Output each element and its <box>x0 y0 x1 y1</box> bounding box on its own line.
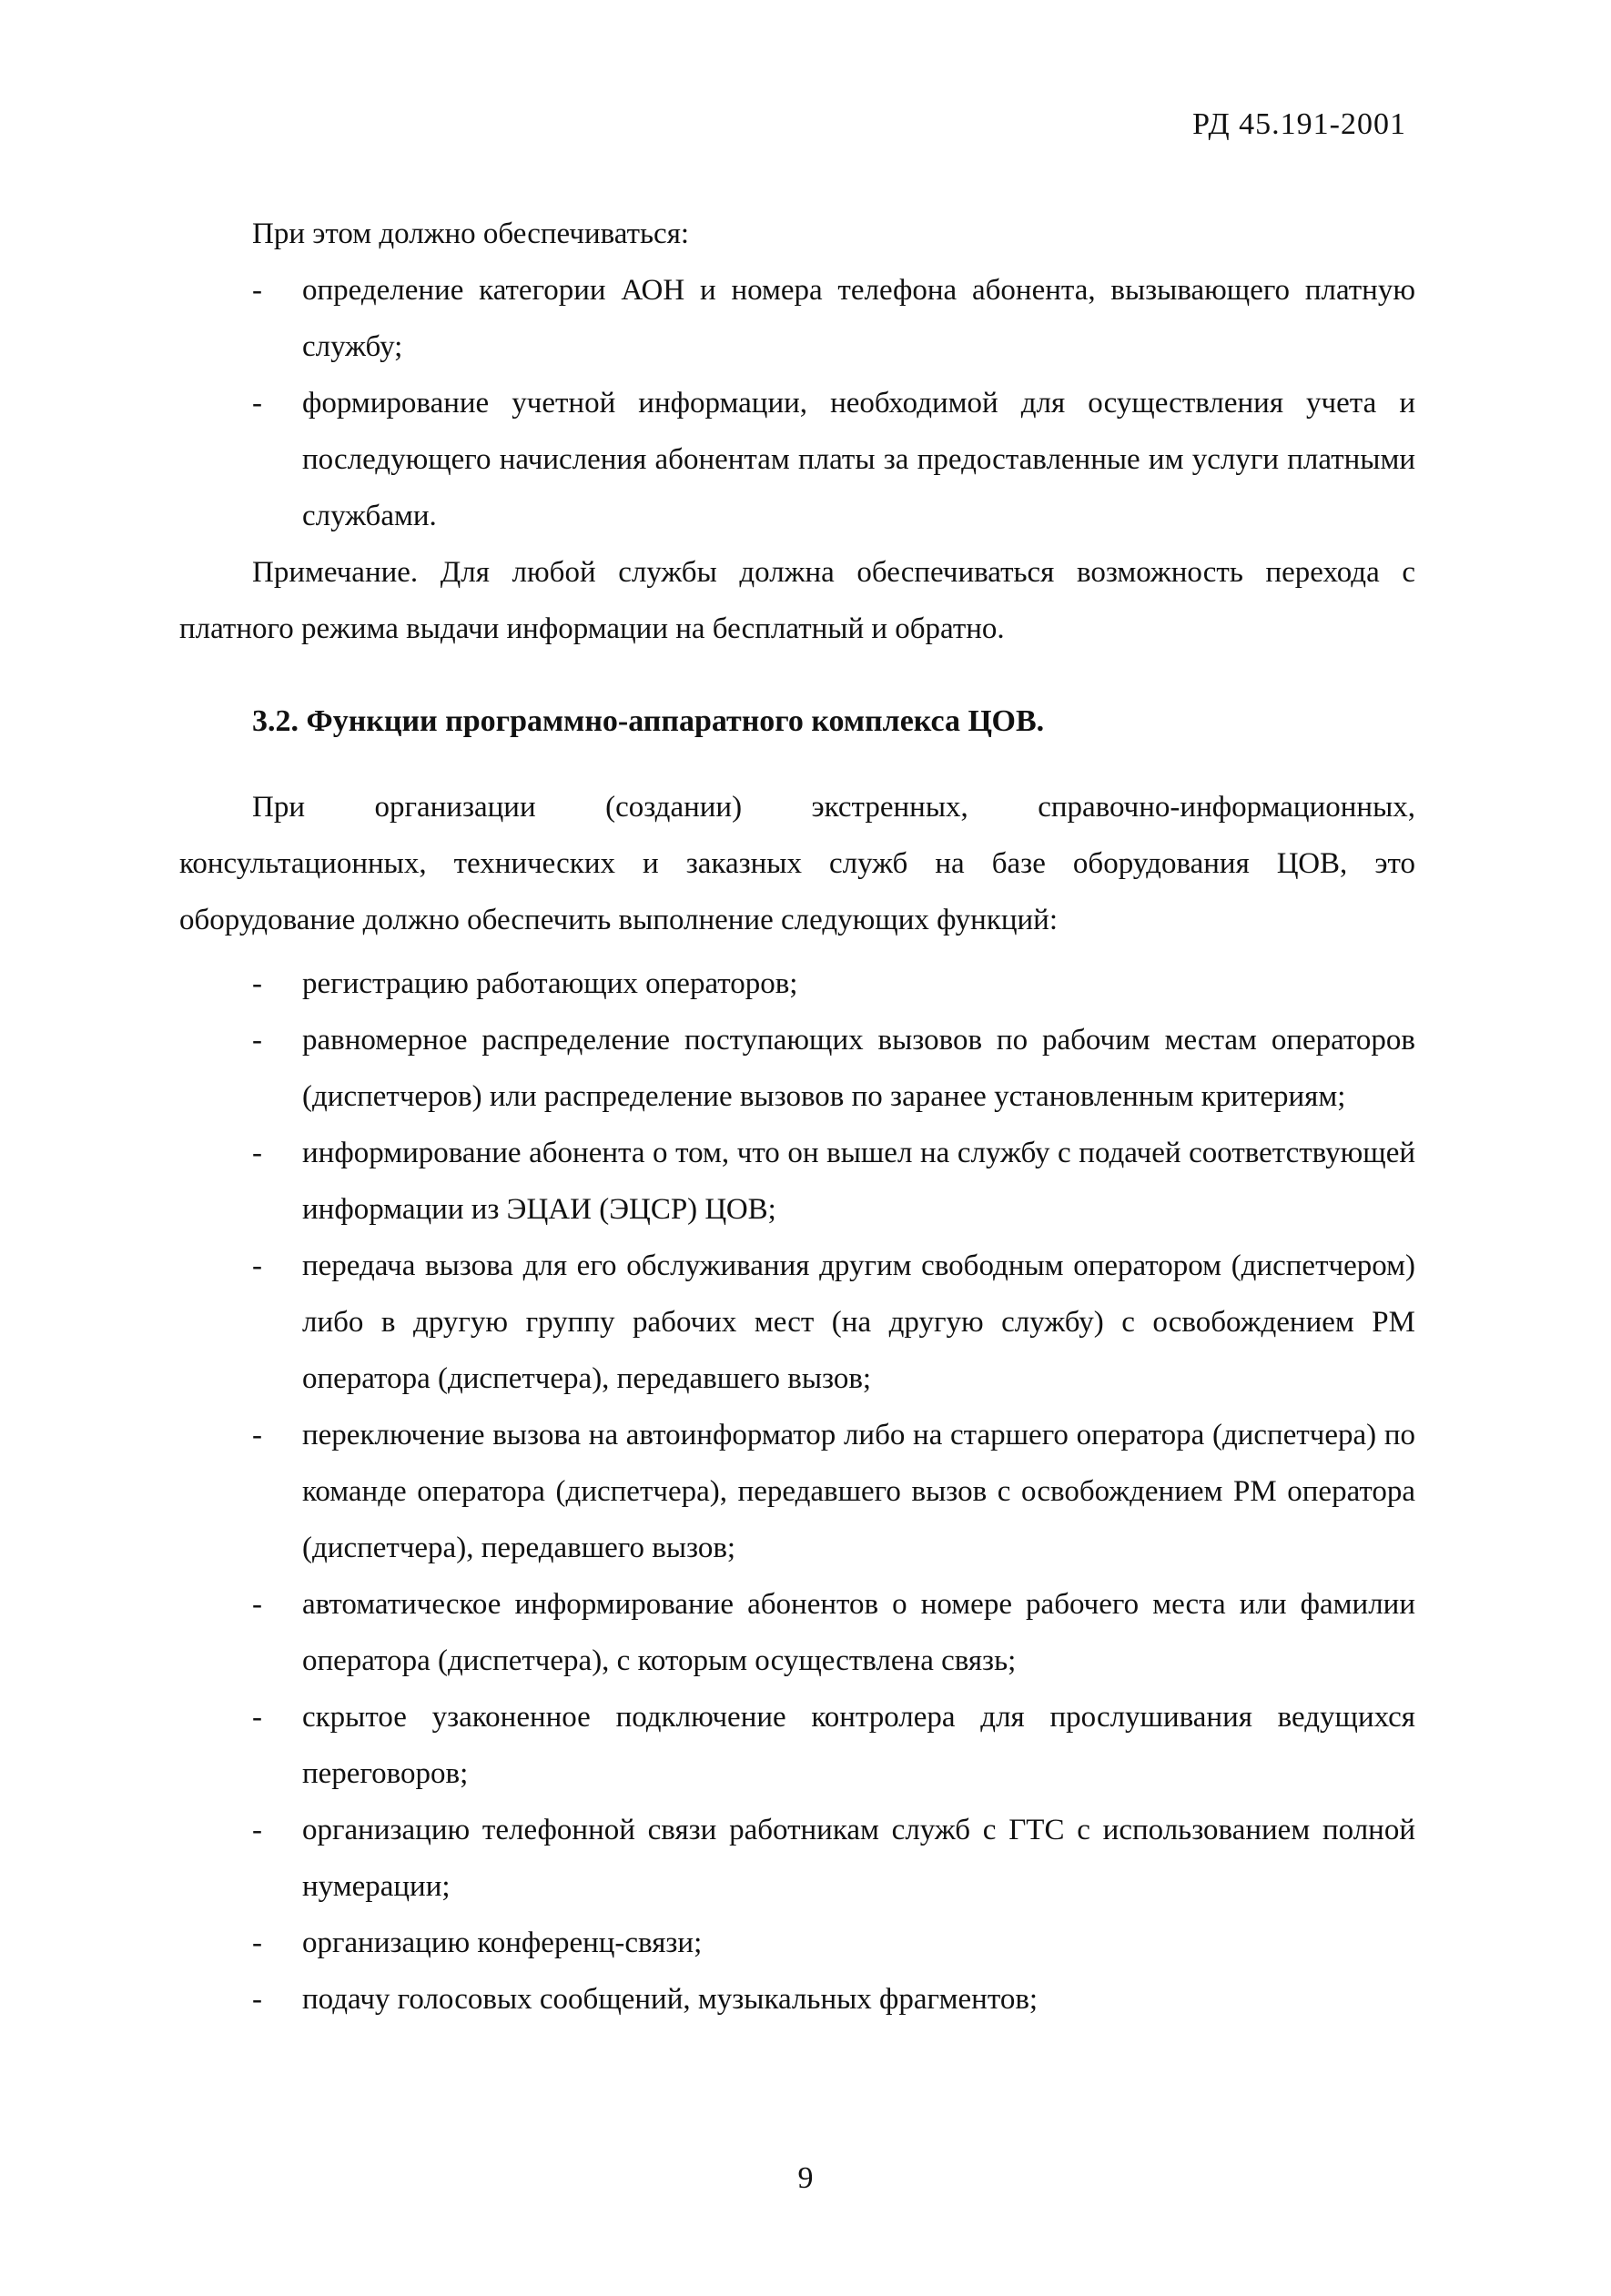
section-heading: 3.2. Функции программно-аппаратного комплекса ЦОВ. <box>252 704 1045 738</box>
intro-paragraph: При этом должно обеспечиваться: <box>252 217 690 250</box>
dash-marker: - <box>252 967 262 1000</box>
dash-marker: - <box>252 1814 262 1846</box>
list-item <box>179 1576 1415 1689</box>
list-item-text: организацию телефонной связи работникам служб с ГТС с использованием полной нумерации; <box>302 1814 1415 1903</box>
list-item-text: организацию конференц-связи; <box>302 1927 703 1959</box>
requirements-list <box>179 262 1415 544</box>
list-item <box>179 375 1415 544</box>
list-item <box>179 956 1415 1012</box>
dash-marker: - <box>252 1137 262 1169</box>
list-item-text: передача вызова для его обслуживания другим свободным оператором (диспетчером) либо в другую группу рабочих мест (на другую службу) с освобождением РМ оператора (диспетчера), передавшего вызов; <box>302 1249 1415 1395</box>
list-item-text: информирование абонента о том, что он вышел на службу с подачей соответствующей информации из ЭЦАИ (ЭЦСР) ЦОВ; <box>302 1137 1415 1226</box>
list-item <box>179 1802 1415 1915</box>
list-item-text: регистрацию работающих операторов; <box>302 967 798 1000</box>
dash-marker: - <box>252 274 262 307</box>
list-item <box>179 1012 1415 1125</box>
list-item <box>179 1971 1415 2028</box>
note-paragraph: Примечание. Для любой службы должна обеспечиваться возможность перехода с платного режима выдачи информации на бесплатный и обратно. <box>179 556 1415 645</box>
list-item <box>179 1915 1415 1971</box>
document-code: РД 45.191-2001 <box>1192 107 1406 141</box>
functions-list <box>179 956 1415 2028</box>
dash-marker: - <box>252 387 262 420</box>
section-intro-paragraph: При организации (создании) экстренных, справочно-информационных, консультационных, технических и заказных служб на базе оборудования ЦОВ, это оборудование должно обеспечить выполнение следующих функций: <box>179 791 1415 936</box>
dash-marker: - <box>252 1024 262 1057</box>
list-item-text: определение категории АОН и номера телефона абонента, вызывающего платную службу; <box>302 274 1415 363</box>
dash-marker: - <box>252 1701 262 1734</box>
page-number: 9 <box>797 2161 814 2195</box>
list-item <box>179 1407 1415 1576</box>
list-item-text: подачу голосовых сообщений, музыкальных фрагментов; <box>302 1983 1039 2016</box>
list-item-text: равномерное распределение поступающих вызовов по рабочим местам операторов (диспетчеров) или распределение вызовов по заранее установленным критериям; <box>302 1024 1415 1113</box>
list-item-text: скрытое узаконенное подключение контролера для прослушивания ведущихся переговоров; <box>302 1701 1415 1790</box>
list-item <box>179 1125 1415 1238</box>
dash-marker: - <box>252 1927 262 1959</box>
dash-marker: - <box>252 1249 262 1282</box>
list-item <box>179 262 1415 375</box>
list-item-text: формирование учетной информации, необходимой для осуществления учета и последующего начисления абонентам платы за предоставленные им услуги платными службами. <box>302 387 1415 532</box>
list-item <box>179 1689 1415 1802</box>
list-item-text: переключение вызова на автоинформатор либо на старшего оператора (диспетчера) по команде оператора (диспетчера), передавшего вызов с освобождением РМ оператора (диспетчера), передавшего вызов; <box>302 1419 1415 1564</box>
list-item <box>179 1238 1415 1407</box>
list-item-text: автоматическое информирование абонентов о номере рабочего места или фамилии оператора (диспетчера), с которым осуществлена связь; <box>302 1588 1415 1677</box>
dash-marker: - <box>252 1588 262 1621</box>
page-content <box>179 206 1415 2028</box>
dash-marker: - <box>252 1983 262 2016</box>
dash-marker: - <box>252 1419 262 1451</box>
